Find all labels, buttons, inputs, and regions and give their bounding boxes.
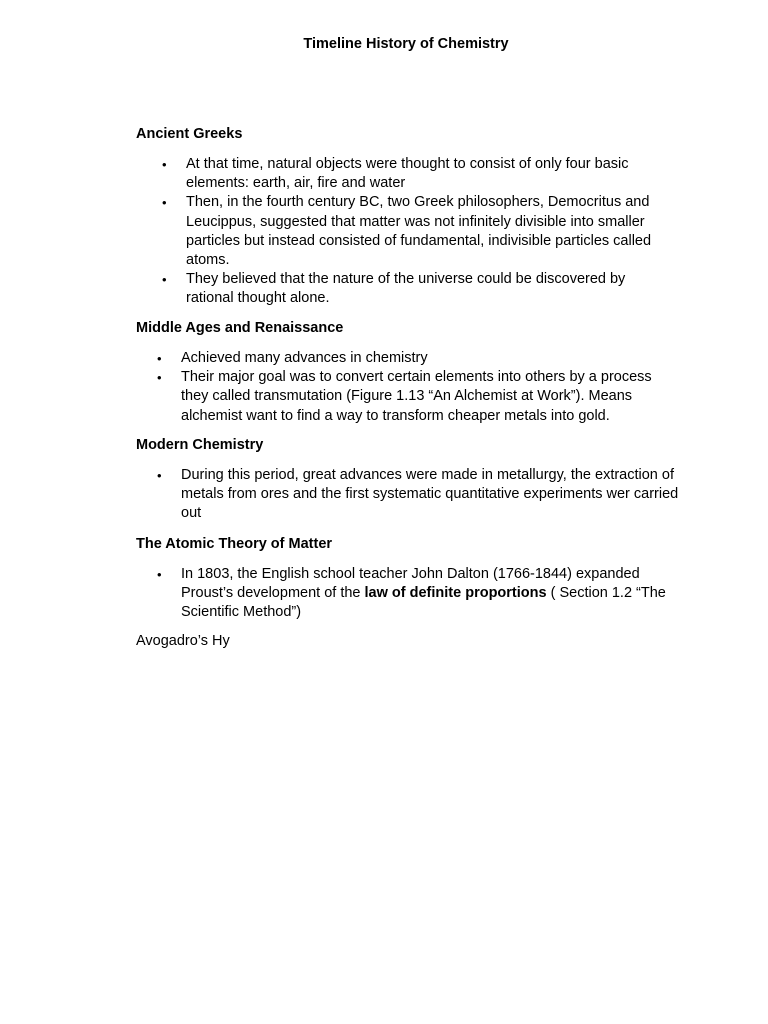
list-item-text: Their major goal was to convert certain elements into others by a process they called transmutation (Figure 1.13 “An Alchemist at Work”). Means alchemist want to find a way to transform cheaper metals into gold. <box>181 369 652 424</box>
section-atomic-theory <box>136 535 681 623</box>
bullet-list <box>136 565 681 623</box>
document-title: Timeline History of Chemistry <box>303 36 509 52</box>
list-item <box>136 270 676 308</box>
bullet-list <box>136 155 681 309</box>
bullet-icon: • <box>157 468 162 483</box>
section-modern-chemistry <box>136 436 681 524</box>
list-item-text: They believed that the nature of the universe could be discovered by rational thought alone. <box>186 271 626 307</box>
section-ancient-greeks <box>136 125 681 309</box>
section-heading: Modern Chemistry <box>136 437 264 453</box>
section-heading: Middle Ages and Renaissance <box>136 320 344 336</box>
bullet-icon: • <box>162 157 167 172</box>
list-item <box>136 155 676 193</box>
list-item <box>136 349 681 368</box>
bullet-icon: • <box>157 351 162 366</box>
list-item-text: Then, in the fourth century BC, two Greek philosophers, Democritus and Leucippus, suggested that matter was not infinitely divisible into smaller particles but instead consisted of fundamental, indivisible particles called atoms. <box>186 194 652 269</box>
bullet-icon: • <box>162 272 167 288</box>
emphasis-term: law of definite proportions <box>364 585 547 602</box>
list-item-text: Achieved many advances in chemistry <box>181 350 428 366</box>
list-item-text-after: ( Section 1.2 “The Scientific Method”) <box>181 585 666 621</box>
trailing-paragraph: Avogadro’s Hy <box>136 633 230 649</box>
list-item <box>136 565 681 623</box>
section-heading: The Atomic Theory of Matter <box>136 536 333 552</box>
section-heading: Ancient Greeks <box>136 126 243 142</box>
bullet-icon: • <box>162 195 167 211</box>
list-item <box>136 466 681 524</box>
list-item-text: During this period, great advances were made in metallurgy, the extraction of metals from ores and the first systematic quantitative experiments wer carried out <box>181 467 679 522</box>
list-item-text-before: In 1803, the English school teacher John Dalton (1766-1844) expanded Proust’s development of the <box>181 566 640 602</box>
list-item-text: At that time, natural objects were thought to consist of only four basic elements: earth, air, fire and water <box>186 156 629 192</box>
section-middle-ages <box>136 319 681 426</box>
bullet-list <box>136 466 681 524</box>
list-item <box>136 193 676 270</box>
bullet-icon: • <box>157 370 162 386</box>
bullet-icon: • <box>157 567 162 582</box>
bullet-list <box>136 349 681 426</box>
list-item <box>136 368 681 426</box>
